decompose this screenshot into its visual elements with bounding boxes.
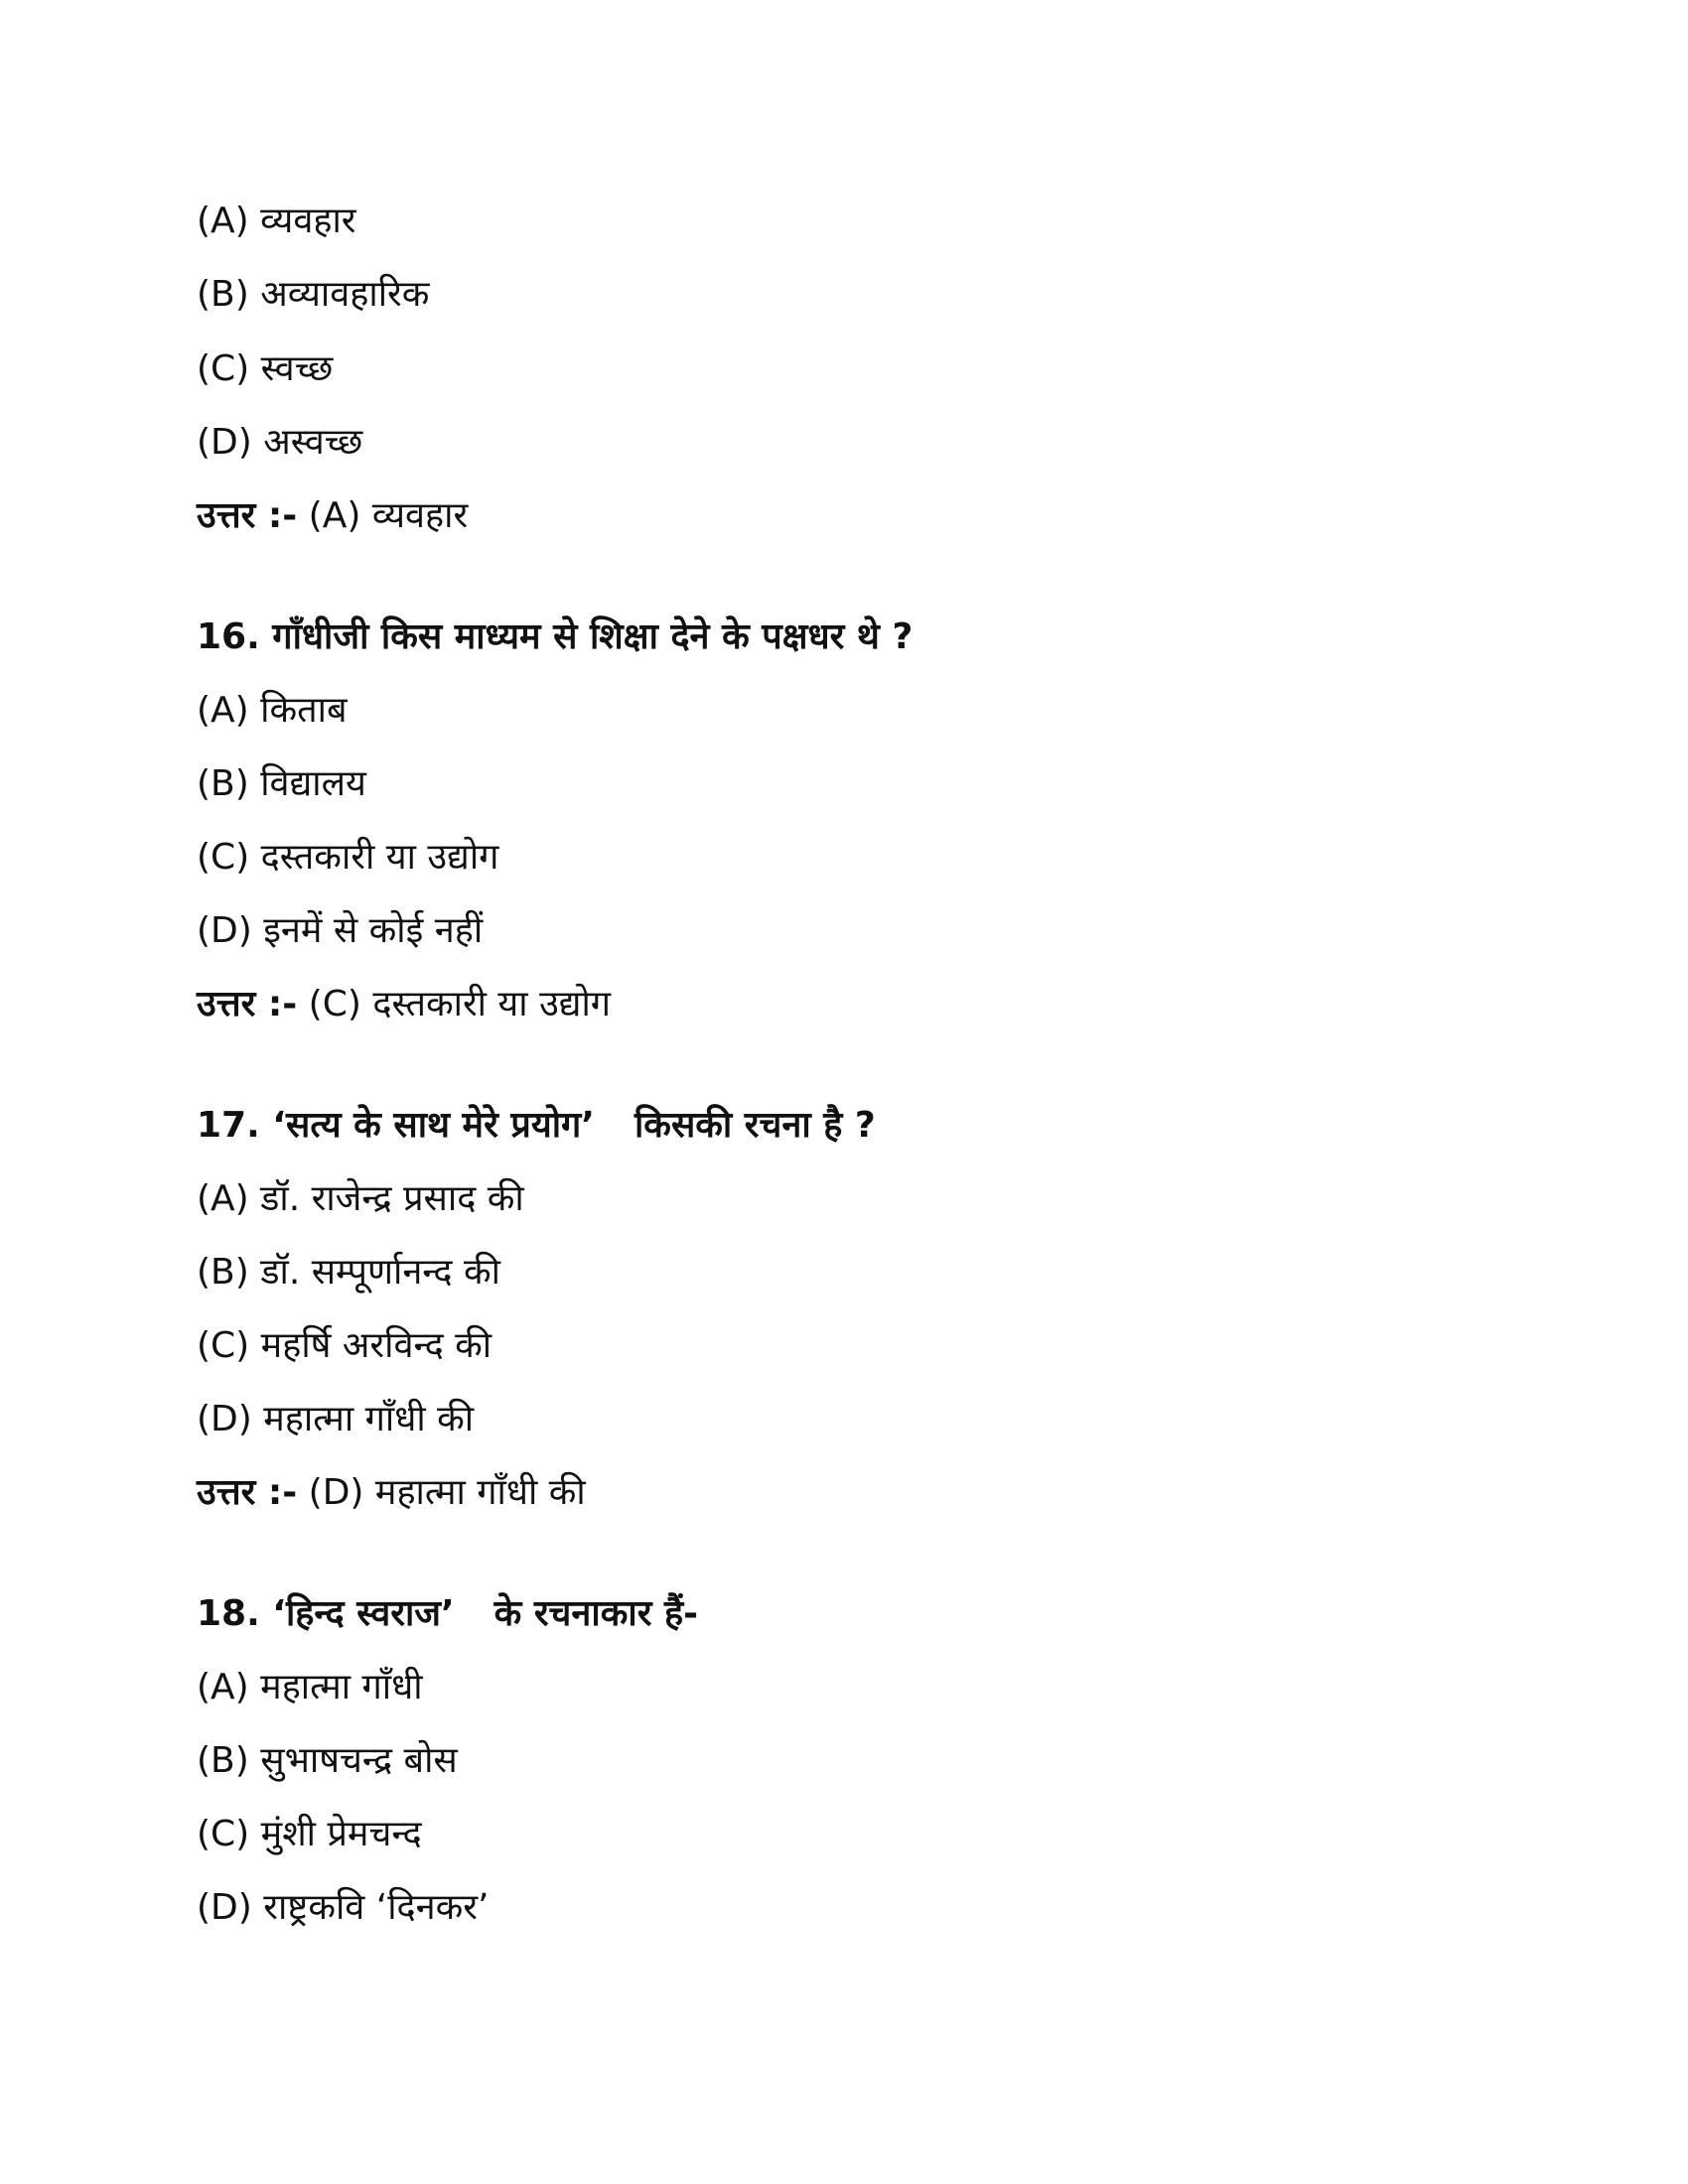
q18-option-c: (C) मुंशी प्रेमचन्द [197,1814,422,1854]
q16-option-c: (C) दस्तकारी या उद्योग [197,837,499,878]
answer-value: (C) दस्तकारी या उद्योग [308,984,612,1024]
q16-question: 16. गाँधीजी किस माध्यम से शिक्षा देने के पक्षधर थे ? [197,616,914,657]
q18-option-a: (A) महात्मा गाँधी [197,1667,423,1707]
q18-question [197,1591,698,1637]
q16-option-d: (D) इनमें से कोई नहीं [197,910,484,951]
q15-option-a: (A) व्यवहार [197,201,356,241]
q17-answer [197,1470,586,1516]
q15-answer [197,493,468,539]
q16-option-a: (A) किताब [197,690,348,731]
answer-value: (D) महात्मा गाँधी की [308,1472,586,1513]
q18-option-b: (B) सुभाषचन्द्र बोस [197,1740,458,1781]
answer-label: उत्तर :- [197,984,298,1024]
question-text-part1: 18. ‘हिन्द स्वराज’ [197,1593,455,1634]
question-text-part2: के रचनाकार हैं- [493,1593,699,1634]
answer-label: उत्तर :- [197,1472,298,1513]
q15-option-b: (B) अव्यावहारिक [197,274,430,315]
q16-answer [197,982,611,1027]
question-text-part2: किसकी रचना है ? [633,1105,876,1146]
q17-option-a: (A) डॉ. राजेन्द्र प्रसाद की [197,1178,524,1219]
q17-option-b: (B) डॉ. सम्पूर्णानन्द की [197,1252,500,1293]
q15-option-c: (C) स्वच्छ [197,348,334,389]
q17-question [197,1103,876,1149]
question-text-part1: 17. ‘सत्य के साथ मेरे प्रयोग’ [197,1105,595,1146]
q17-option-c: (C) महर्षि अरविन्द की [197,1325,492,1366]
answer-value: (A) व्यवहार [308,495,469,536]
q18-option-d: (D) राष्ट्रकवि ‘दिनकर’ [197,1887,490,1928]
answer-label: उत्तर :- [197,495,298,536]
q15-option-d: (D) अस्वच्छ [197,422,363,463]
q17-option-d: (D) महात्मा गाँधी की [197,1399,475,1439]
q16-option-b: (B) विद्यालय [197,763,366,804]
